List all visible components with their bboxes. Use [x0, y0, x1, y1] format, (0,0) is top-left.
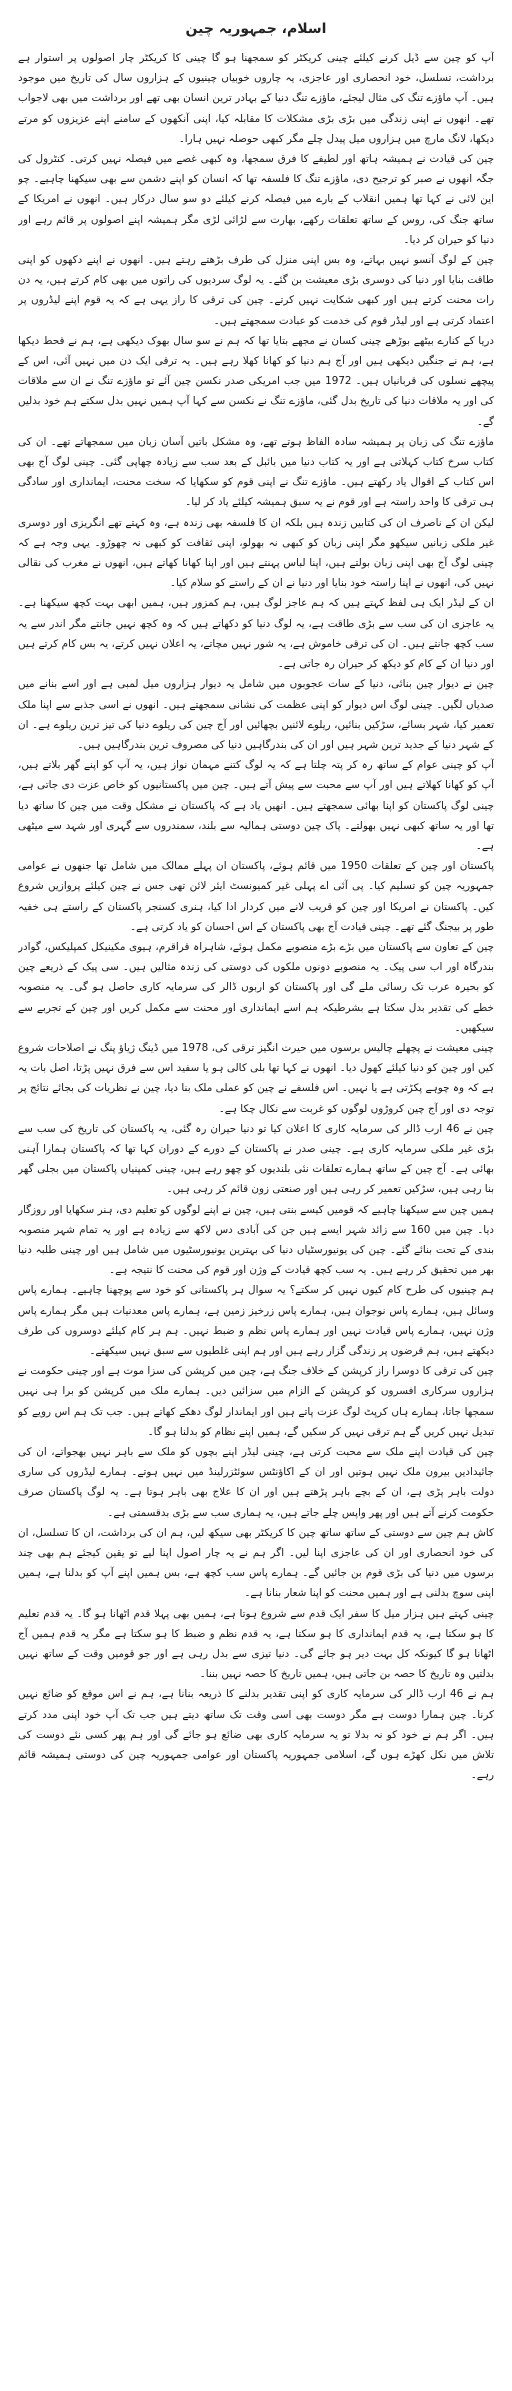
paragraph: چین کے تعاون سے پاکستان میں بڑے بڑے منصوبے مکمل ہوئے، شاہراہ قراقرم، ہیوی مکینیکل کمپلیکس، گوادر بندرگاہ اور اب سی پیک۔ یہ منصوبے دونوں ملکوں کی دوستی کی زندہ مثالیں ہیں۔ سی پیک کے ذریعے چین کو بحیرہ عرب تک رسائی ملے گی اور پاکستان کو اربوں ڈالر کی سرمایہ کاری حاصل ہو گی۔ یہ منصوبہ خطے کی تقدیر بدل سکتا ہے بشرطیکہ ہم اسے ایمانداری اور محنت سے مکمل کریں اور چین کے تجربے سے سیکھیں۔ — [18, 940, 494, 1034]
paragraph: چینی معیشت نے پچھلے چالیس برسوں میں حیرت انگیز ترقی کی، 1978 میں ڈینگ ژیاؤ پنگ نے اصلاحات شروع کیں اور چین کو دنیا کیلئے کھول دیا۔ انھوں نے کہا تھا بلی کالی ہو یا سفید اس سے فرق نہیں پڑتا، اصل بات یہ ہے کہ وہ چوہے پکڑتی ہے یا نہیں۔ اس فلسفے نے چین کو عملی ملک بنا دیا، چین نے نظریات کی بجائے نتائج پر توجہ دی اور آج چین کروڑوں لوگوں کو غربت سے نکال چکا ہے۔ — [18, 1041, 494, 1115]
paragraph: چین کی قیادت اپنے ملک سے محبت کرتی ہے، چینی لیڈر اپنے بچوں کو ملک سے باہر نہیں بھجواتے، ان کی جائیدادیں بیرون ملک نہیں ہوتیں اور ان کے اکاؤنٹس سوئٹزرلینڈ میں نہیں ہوتے۔ ہمارے لیڈروں کی ساری دولت باہر پڑی ہے، ان کے بچے باہر پڑھتے ہیں اور ان کا علاج بھی باہر ہوتا ہے۔ یہ لوگ پاکستان صرف حکومت کرنے آتے ہیں اور پھر واپس چلے جاتے ہیں، یہ ہماری سب سے بڑی بدقسمتی ہے۔ — [18, 1446, 494, 1519]
paragraph: چین کے لوگ آنسو نہیں بہاتے، وہ بس اپنی منزل کی طرف بڑھتے رہتے ہیں۔ انھوں نے اپنے دکھوں کو اپنی طاقت بنایا اور دنیا کی دوسری بڑی معیشت بن گئے۔ یہ لوگ سردیوں کی راتوں میں بھی کام کرتے ہیں، یہ دن رات محنت کرتے ہیں اور کبھی شکایت نہیں کرتے۔ چین کی ترقی کا راز یہی ہے کہ یہ قوم اپنے لیڈروں پر اعتماد کرتی ہے اور لیڈر قوم کی خدمت کو عبادت سمجھتے ہیں۔ — [18, 254, 494, 327]
paragraph: پاکستان اور چین کے تعلقات 1950 میں قائم ہوئے، پاکستان ان پہلے ممالک میں شامل تھا جنھوں نے عوامی جمہوریہ چین کو تسلیم کیا۔ پی آئی اے پہلی غیر کمیونسٹ ایئر لائن تھی جس نے چین کیلئے پروازیں شروع کیں۔ پاکستان نے امریکا اور چین کو قریب لانے میں کردار ادا کیا، ہنری کسنجر پاکستان کے راستے ہی خفیہ طور پر بیجنگ گئے تھے۔ چینی قیادت آج بھی پاکستان کے اس احسان کو یاد کرتی ہے۔ — [18, 860, 494, 933]
paragraph: چین نے دیوار چین بنائی، دنیا کے سات عجوبوں میں شامل یہ دیوار ہزاروں میل لمبی ہے اور اسے بنانے میں صدیاں لگیں۔ چینی لوگ اس دیوار کو اپنی عظمت کی نشانی سمجھتے ہیں۔ انھوں نے اسی جذبے سے اپنا ملک تعمیر کیا، شہر بسائے، سڑکیں بنائیں، ریلوے لائنیں بچھائیں اور آج چین کی ریلوے دنیا کی تیز ترین ریلوے ہے۔ ان کے شہر دنیا کے جدید ترین شہر ہیں اور ان کی بندرگاہیں دنیا کی مصروف ترین بندرگاہیں ہیں۔ — [18, 678, 494, 751]
paragraph: چینی کہتے ہیں ہزار میل کا سفر ایک قدم سے شروع ہوتا ہے، ہمیں بھی پہلا قدم اٹھانا ہو گا۔ یہ قدم تعلیم کا ہو سکتا ہے، یہ قدم ایمانداری کا ہو سکتا ہے، یہ قدم نظم و ضبط کا ہو سکتا ہے مگر یہ قدم ہمیں آج اٹھانا ہو گا کیونکہ کل بہت دیر ہو جائے گی۔ دنیا تیزی سے بدل رہی ہے اور جو قومیں وقت کے ساتھ نہیں بدلتیں وہ تاریخ کا حصہ بن جاتی ہیں، ہمیں تاریخ کا حصہ نہیں بننا۔ — [18, 1607, 494, 1681]
paragraph: کاش ہم چین سے دوستی کے ساتھ ساتھ چین کا کریکٹر بھی سیکھ لیں، ہم ان کی برداشت، ان کا تسلسل، ان کی خود انحصاری اور ان کی عاجزی اپنا لیں۔ اگر ہم نے یہ چار اصول اپنا لیے تو یقین کیجئے ہم بھی چند برسوں میں دنیا کی بڑی قوم بن جائیں گے۔ ہمارے پاس سب کچھ ہے، بس ہمیں اپنے آپ کو بدلنا ہے، ہمیں اپنی سوچ بدلنی ہے اور ہمیں محنت کو اپنا شعار بنانا ہے۔ — [18, 1526, 494, 1600]
paragraph: ہم چینیوں کی طرح کام کیوں نہیں کر سکتے؟ یہ سوال ہر پاکستانی کو خود سے پوچھنا چاہیے۔ ہمارے پاس وسائل ہیں، ہمارے پاس نوجوان ہیں، ہمارے پاس زرخیز زمین ہے، ہمارے پاس معدنیات ہیں مگر ہمارے پاس وژن نہیں، ہمارے پاس قیادت نہیں اور ہمارے پاس نظم و ضبط نہیں۔ ہم ہر کام کیلئے دوسروں کی طرف دیکھتے ہیں، ہم قرضوں پر زندگی گزار رہے ہیں اور ہم اپنی غلطیوں سے سبق نہیں سیکھتے۔ — [18, 1284, 494, 1357]
article-body — [18, 48, 494, 2348]
paragraph: آپ کو چینی عوام کے ساتھ رہ کر پتہ چلتا ہے کہ یہ لوگ کتنے مہمان نواز ہیں، یہ آپ کو اپنے گھر بلاتے ہیں، آپ کو کھانا کھلاتے ہیں اور آپ سے محبت سے پیش آتے ہیں۔ چین میں پاکستانیوں کو خاص عزت دی جاتی ہے، چینی لوگ پاکستان کو اپنا بھائی سمجھتے ہیں۔ انھیں یاد ہے کہ پاکستان نے مشکل وقت میں چین کا ساتھ دیا تھا اور یہ ساتھ کبھی نہیں بھولتے۔ پاک چین دوستی ہمالیہ سے بلند، سمندروں سے گہری اور شہد سے میٹھی ہے۔ — [18, 759, 494, 852]
paragraph: دریا کے کنارے بیٹھے بوڑھے چینی کسان نے مجھے بتایا تھا کہ ہم نے سو سال بھوک دیکھی ہے، ہم نے قحط دیکھا ہے، ہم نے جنگیں دیکھی ہیں اور آج ہم دنیا کو کھانا کھلا رہے ہیں۔ یہ ترقی ایک دن میں نہیں آئی، اس کے پیچھے نسلوں کی قربانیاں ہیں۔ 1972 میں جب امریکی صدر نکسن چین آئے تو ماؤزے تنگ نے ان سے ملاقات کی اور یہ ملاقات دنیا کی تاریخ بدل گئی، ماؤزے تنگ نے نکسن سے کہا آپ ہمیں نہیں بدل سکتے ہم خود بدلیں گے۔ — [18, 334, 494, 428]
paragraph: چین نے 46 ارب ڈالر کی سرمایہ کاری کا اعلان کیا تو دنیا حیران رہ گئی، یہ پاکستان کی تاریخ کی سب سے بڑی غیر ملکی سرمایہ کاری ہے۔ چینی صدر نے پاکستان کے دورے کے دوران کہا تھا کہ پاکستان ہمارا آہنی بھائی ہے۔ آج چین کے ساتھ ہمارے تعلقات نئی بلندیوں کو چھو رہے ہیں، چینی کمپنیاں پاکستان میں بجلی گھر بنا رہی ہیں، سڑکیں تعمیر کر رہی ہیں اور صنعتی زون قائم کر رہی ہیں۔ — [18, 1122, 494, 1196]
paragraph: ہمیں چین سے سیکھنا چاہیے کہ قومیں کیسے بنتی ہیں، چین نے اپنے لوگوں کو تعلیم دی، ہنر سکھایا اور روزگار دیا۔ چین میں 160 سے زائد شہر ایسے ہیں جن کی آبادی دس لاکھ سے زیادہ ہے اور یہ تمام شہر منصوبہ بندی کے تحت بنائے گئے۔ چین کی یونیورسٹیاں دنیا کی بہترین یونیورسٹیوں میں شامل ہیں اور چینی طلبہ دنیا بھر میں تحقیق کر رہے ہیں۔ یہ سب کچھ قیادت کے وژن اور قوم کی محنت کا نتیجہ ہے۔ — [18, 1203, 494, 1277]
paragraph: آپ کو چین سے ڈیل کرنے کیلئے چینی کریکٹر کو سمجھنا ہو گا چینی کا کریکٹر چار اصولوں پر استوار ہے برداشت، تسلسل، خود انحصاری اور عاجزی، یہ چاروں خوبیاں چینیوں کے ہزاروں سال کی تاریخ میں موجود ہیں۔ آپ ماؤزے تنگ کی مثال لیجئے، ماؤزے تنگ دنیا کے بہادر ترین انسان بھی تھے اور برداشت میں بھی لاجواب تھے۔ انھوں نے اپنی زندگی میں بڑی بڑی مشکلات کا مقابلہ کیا، اپنی آنکھوں کے سامنے اپنے عزیزوں کو مرتے دیکھا، لانگ مارچ میں ہزاروں میل پیدل چلے مگر کبھی حوصلہ نہیں ہارا۔ — [18, 52, 494, 145]
paragraph: لیکن ان کے ناصرف ان کی کتابیں زندہ ہیں بلکہ ان کا فلسفہ بھی زندہ ہے، وہ کہتے تھے انگریزی اور دوسری غیر ملکی زبانیں سیکھو مگر اپنی زبان کو کبھی نہ بھولو، اپنی ثقافت کو کبھی نہ چھوڑو۔ یہی وجہ ہے کہ چینی لوگ آج بھی اپنی زبان بولتے ہیں، اپنا لباس پہنتے ہیں اور اپنا کھانا کھاتے ہیں، انھوں نے مغرب کی نقالی نہیں کی، انھوں نے اپنا راستہ خود بنایا اور دنیا نے ان کے راستے کو سلام کیا۔ — [18, 516, 494, 590]
paragraph: چین کی ترقی کا دوسرا راز کرپشن کے خلاف جنگ ہے، چین میں کرپشن کی سزا موت ہے اور چینی حکومت نے ہزاروں سرکاری افسروں کو کرپشن کے الزام میں سزائیں دیں۔ ہمارے ملک میں کرپشن کو برا ہی نہیں سمجھا جاتا، ہمارے ہاں کرپٹ لوگ عزت پاتے ہیں اور ایماندار لوگ دھکے کھاتے ہیں۔ جب تک ہم اس رویے کو تبدیل نہیں کریں گے ہم ترقی نہیں کر سکیں گے، ہمیں اپنے نظام کو بدلنا ہو گا۔ — [18, 1365, 494, 1438]
article-title: اسلام، جمہوریہ چین — [185, 21, 327, 37]
paragraph: چین کی قیادت نے ہمیشہ ہاتھ اور لطیفے کا فرق سمجھا، وہ کبھی غصے میں فیصلہ نہیں کرتی۔ کنٹرول کی جگہ انھوں نے صبر کو ترجیح دی، ماؤزے تنگ کا فلسفہ تھا کہ انسان کو اپنے دشمن سے بھی سیکھنا چاہیے۔ چو این لائی نے کہا تھا ہمیں انقلاب کے بارے میں فیصلہ کرنے کیلئے دو سو سال درکار ہیں۔ انھوں نے امریکا کے ساتھ جنگ کی، روس کے ساتھ تعلقات رکھے، بھارت سے لڑائی لڑی مگر ہمیشہ اپنے اصولوں پر قائم رہے اور دنیا کو حیران کر دیا۔ — [18, 153, 494, 246]
paragraph: ہم نے 46 ارب ڈالر کی سرمایہ کاری کو اپنی تقدیر بدلنے کا ذریعہ بنانا ہے، ہم نے اس موقع کو ضائع نہیں کرنا۔ چین ہمارا دوست ہے مگر دوست بھی اسی وقت تک ساتھ دیتے ہیں جب تک آپ خود اپنی مدد کرتے ہیں۔ اگر ہم نے خود کو نہ بدلا تو یہ سرمایہ کاری بھی ضائع ہو جائے گی اور ہم پھر کسی نئے دوست کی تلاش میں نکل کھڑے ہوں گے، اسلامی جمہوریہ پاکستان اور عوامی جمہوریہ چین کی دوستی ہمیشہ قائم رہے۔ — [18, 1688, 494, 1782]
title-area — [18, 8, 494, 48]
paragraph: ماؤزے تنگ کی زبان پر ہمیشہ سادہ الفاظ ہوتے تھے، وہ مشکل باتیں آسان زبان میں سمجھاتے تھے۔ ان کی کتاب سرخ کتاب کہلاتی ہے اور یہ کتاب دنیا میں بائبل کے بعد سب سے زیادہ چھاپی گئی۔ چینی لوگ آج بھی اس کتاب کے اقوال یاد رکھتے ہیں۔ ماؤزے تنگ نے اپنی قوم کو سکھایا کہ سخت محنت، ایمانداری اور سادگی ہی ترقی کا واحد راستہ ہے اور قوم نے یہ سبق ہمیشہ کیلئے یاد کر لیا۔ — [18, 435, 494, 509]
paragraph: ان کے لیڈر ایک ہی لفظ کہتے ہیں کہ ہم عاجز لوگ ہیں، ہم کمزور ہیں، ہمیں ابھی بہت کچھ سیکھنا ہے۔ یہ عاجزی ان کی سب سے بڑی طاقت ہے، یہ لوگ دنیا کو دکھاتے ہیں کہ وہ کچھ نہیں جانتے مگر اندر سے یہ سب کچھ جانتے ہیں۔ ان کی ترقی خاموش ہے، یہ شور نہیں مچاتے، یہ اعلان نہیں کرتے، یہ بس کام کرتے ہیں اور دنیا ان کے کام کو دیکھ کر حیران رہ جاتی ہے۔ — [18, 597, 494, 671]
